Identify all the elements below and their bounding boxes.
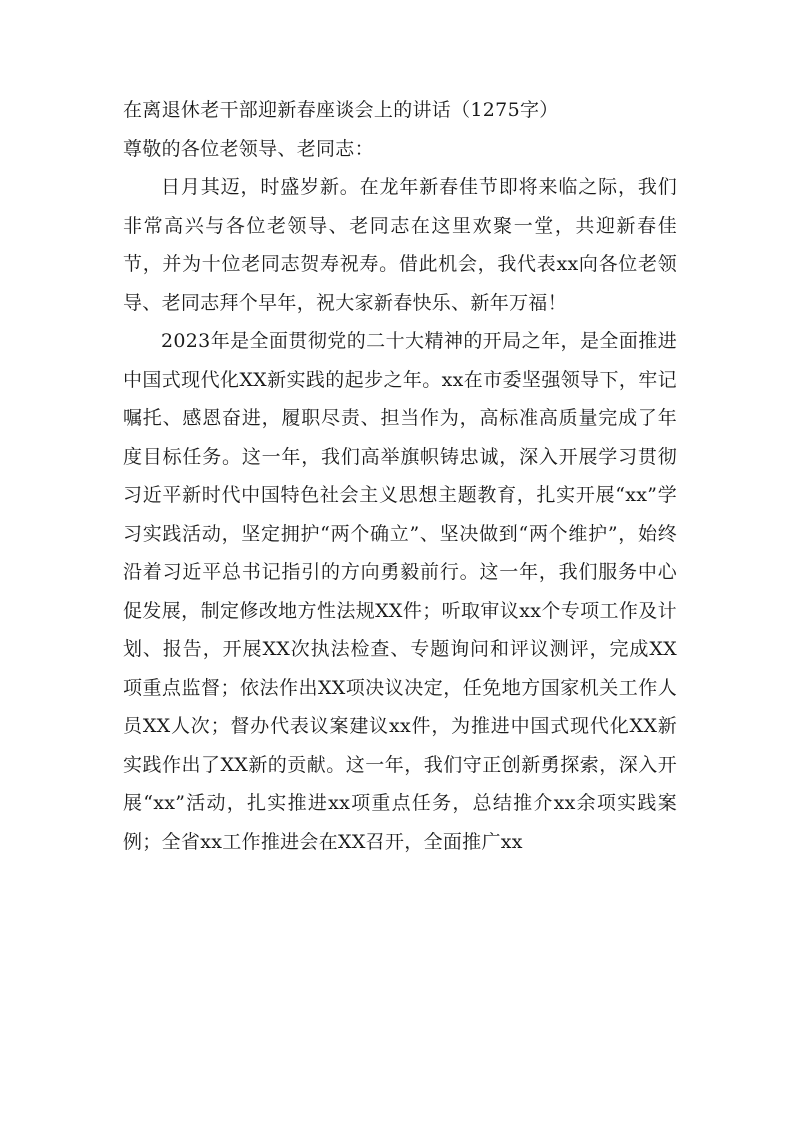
paragraph-review-2023: 2023年是全面贯彻党的二十大精神的开局之年，是全面推进中国式现代化XX新实践的起步之年。xx在市委坚强领导下，牢记嘱托、感恩奋进，履职尽责、担当作为，高标准高质量完成了年度目标任务。这一年，我们高举旗帜铸忠诚，深入开展学习贯彻习近平新时代中国特色社会主义思想主题教育，扎实开展“xx”学习实践活动，坚定拥护“两个确立”、坚决做到“两个维护”，始终沿着习近平总书记指引的方向勇毅前行。这一年，我们服务中心促发展，制定修改地方性法规XX件；听取审议xx个专项工作及计划、报告，开展XX次执法检查、专题询问和评议测评，完成XX项重点监督；依法作出XX项决议决定，任免地方国家机关工作人员XX人次；督办代表议案建议xx件，为推进中国式现代化XX新实践作出了XX新的贡献。这一年，我们守正创新勇探索，深入开展“xx”活动，扎实推进xx项重点任务，总结推介xx余项实践案例；全省xx工作推进会在XX召开，全面推广xx [123, 330, 677, 853]
salutation: 尊敬的各位老领导、老同志： [123, 137, 374, 160]
speech-title: 在离退休老干部迎新春座谈会上的讲话（1275字） [123, 99, 559, 121]
document-body [123, 91, 677, 861]
paragraph-opening: 日月其迈，时盛岁新。在龙年新春佳节即将来临之际，我们非常高兴与各位老领导、老同志在这里欢聚一堂，共迎新春佳节，并为十位老同志贺寿祝寿。借此机会，我代表xx向各位老领导、老同志拜个早年，祝大家新春快乐、新年万福！ [123, 176, 677, 314]
